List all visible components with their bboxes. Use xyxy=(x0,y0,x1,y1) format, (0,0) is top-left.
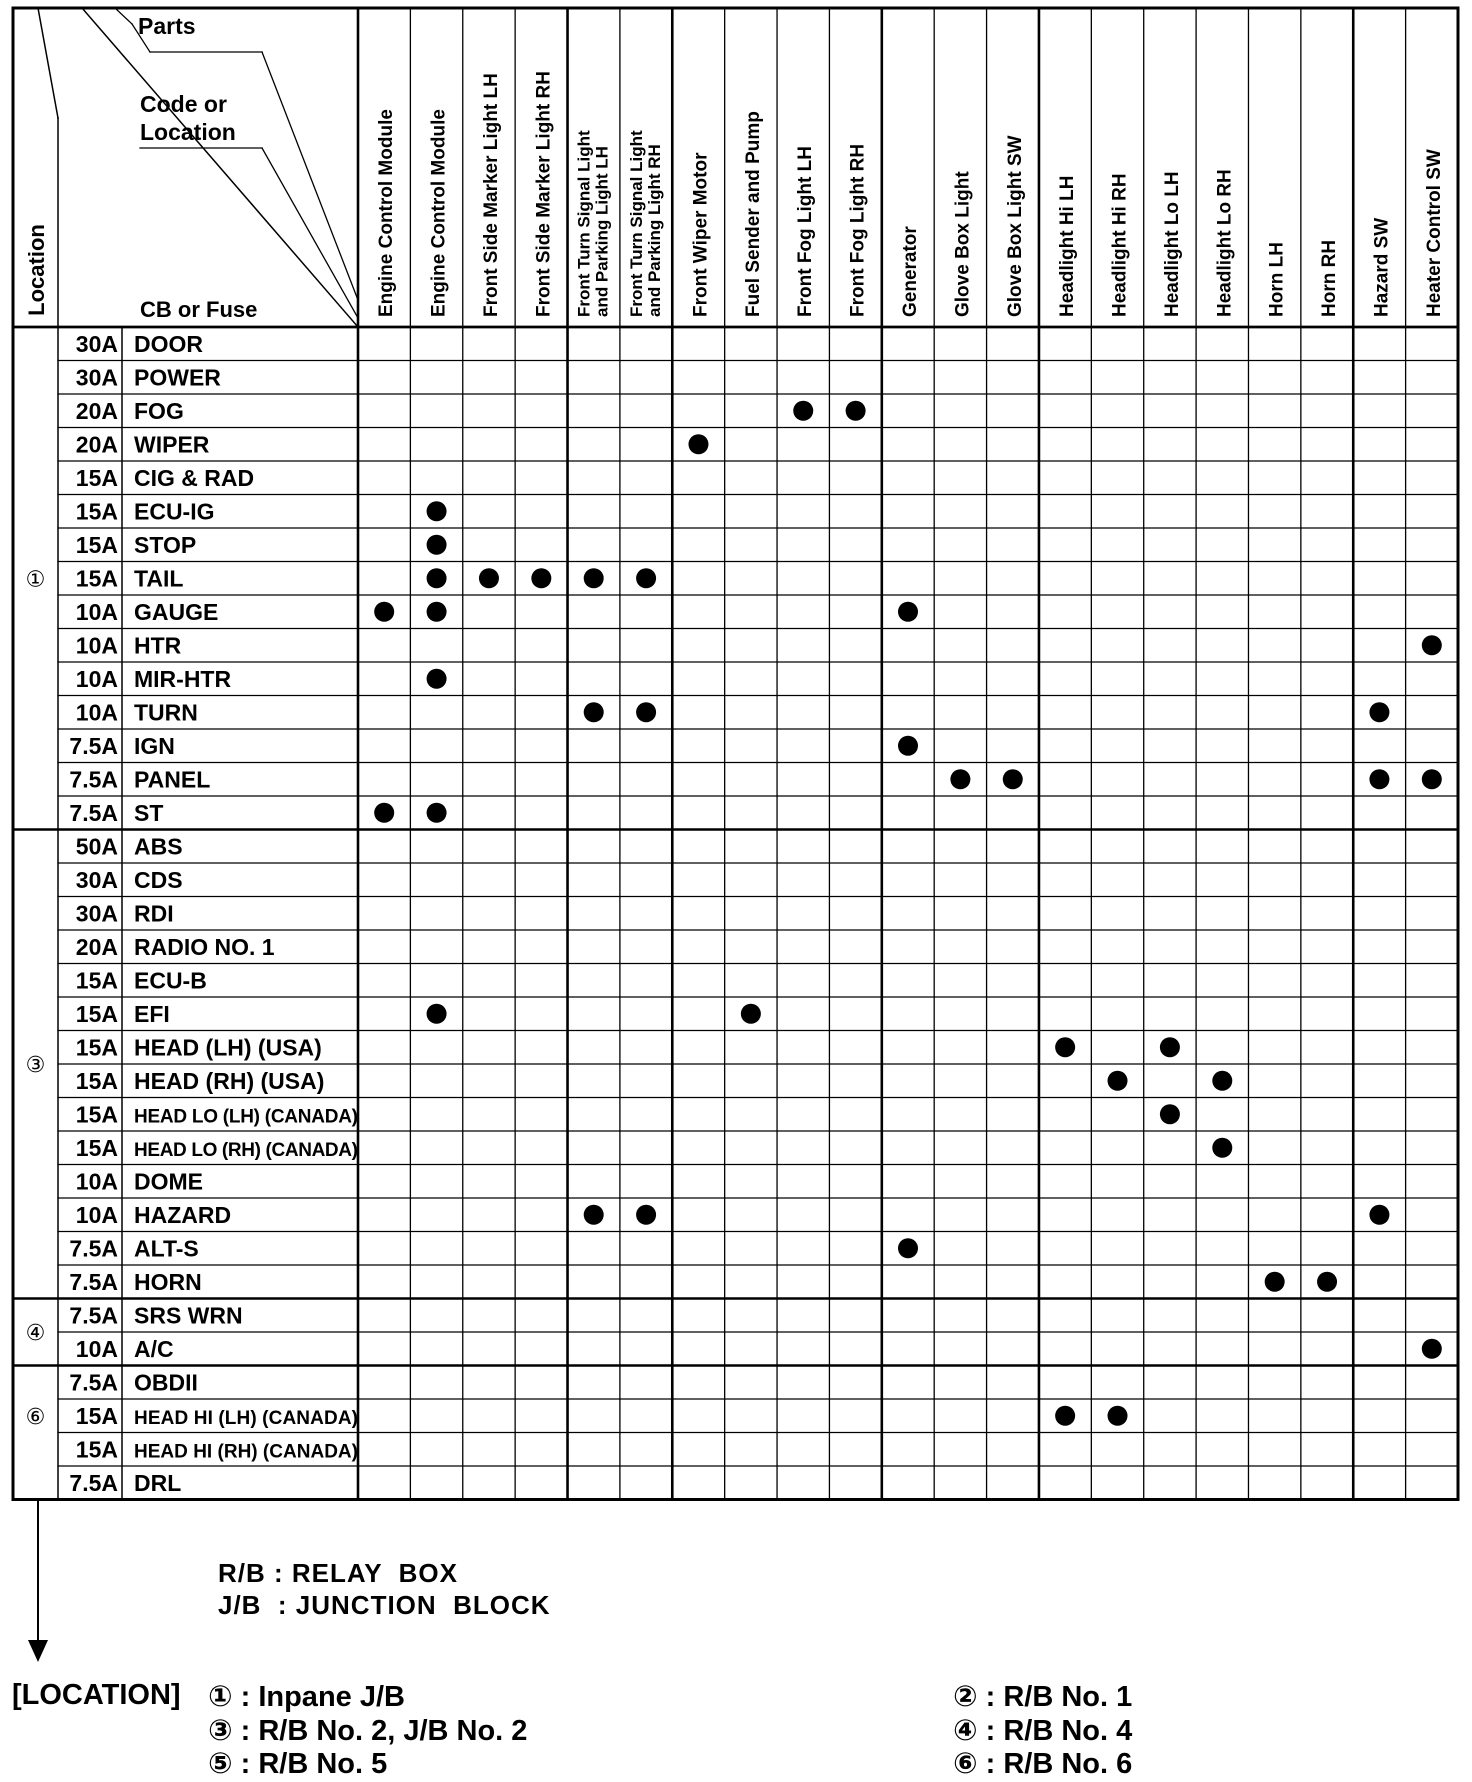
connection-dot xyxy=(1108,1071,1128,1091)
fuse-name: ABS xyxy=(134,833,183,860)
connection-dot xyxy=(1265,1272,1285,1292)
connection-dot xyxy=(427,602,447,622)
fuse-amperage: 15A xyxy=(75,532,118,558)
legend-relay-box: R/B : RELAY BOX xyxy=(218,1558,458,1588)
part-label: Heater Control SW xyxy=(1423,149,1445,317)
part-label: Front Wiper Motor xyxy=(690,152,712,317)
connection-dot xyxy=(1422,769,1442,789)
connection-dot xyxy=(1160,1037,1180,1057)
fuse-name: MIR-HTR xyxy=(134,666,232,692)
fuse-amperage: 20A xyxy=(75,431,118,458)
group-location-symbol: ④ xyxy=(25,1321,46,1346)
fuse-name: DRL xyxy=(134,1470,182,1496)
code-header-line2: Location xyxy=(140,119,236,145)
fuse-name: ALT-S xyxy=(134,1235,199,1262)
connection-dot xyxy=(1212,1071,1232,1091)
location-legend-3: ③ : R/B No. 2, J/B No. 2 xyxy=(208,1715,528,1747)
connection-dot xyxy=(1422,635,1442,655)
fuse-amperage: 10A xyxy=(75,632,118,659)
fuse-name: GAUGE xyxy=(134,599,219,625)
fuse-name: TAIL xyxy=(134,565,184,592)
part-label: Front Turn Signal Light xyxy=(574,130,594,317)
connection-dot xyxy=(950,769,970,789)
code-header-line1: Code or xyxy=(140,91,227,117)
fuse-amperage: 15A xyxy=(75,1001,118,1027)
fuse-name: ECU-IG xyxy=(134,498,215,525)
fuse-name: SRS WRN xyxy=(134,1302,243,1329)
fuse-amperage: 30A xyxy=(75,900,118,927)
fuse-amperage: 10A xyxy=(75,1336,118,1362)
header-diagonal xyxy=(115,8,132,24)
fuse-amperage: 15A xyxy=(75,565,118,592)
connection-dot xyxy=(374,803,394,823)
connection-dot xyxy=(1055,1406,1075,1426)
fuse-amperage: 15A xyxy=(75,465,118,491)
connection-dot xyxy=(1003,769,1023,789)
fuse-amperage: 15A xyxy=(75,1101,118,1128)
part-label: Front Side Marker Light RH xyxy=(533,71,555,317)
fuse-amperage: 7.5A xyxy=(69,1369,118,1396)
connection-dot xyxy=(584,702,604,722)
part-label: Horn RH xyxy=(1319,239,1341,317)
part-label: Headlight Hi LH xyxy=(1057,175,1079,317)
fuse-amperage: 7.5A xyxy=(69,733,118,759)
connection-dot xyxy=(636,568,656,588)
fuse-name: DOOR xyxy=(134,331,203,357)
location-legend-1: ① : Inpane J/B xyxy=(208,1681,405,1713)
cb-fuse-header: CB or Fuse xyxy=(140,297,258,322)
fuse-amperage: 7.5A xyxy=(69,800,118,826)
connection-dot xyxy=(1055,1037,1075,1057)
fuse-name: OBDII xyxy=(134,1369,198,1396)
fuse-name: WIPER xyxy=(134,431,210,458)
fuse-amperage: 20A xyxy=(75,934,118,960)
fuse-name: ST xyxy=(134,800,164,826)
part-label: Engine Control Module xyxy=(428,109,450,317)
part-label: Hazard SW xyxy=(1371,217,1393,317)
fuse-amperage: 30A xyxy=(75,364,118,391)
connection-dot xyxy=(531,568,551,588)
fuse-name: HEAD (RH) (USA) xyxy=(134,1068,325,1094)
header-diagonal xyxy=(82,8,358,327)
arrow-down-icon xyxy=(28,1640,48,1662)
fuse-amperage: 20A xyxy=(75,398,118,424)
fuse-name: ECU-B xyxy=(134,967,207,994)
fuse-name: IGN xyxy=(134,733,175,759)
part-label: Glove Box Light SW xyxy=(1004,135,1026,317)
part-label: Front Turn Signal Light xyxy=(627,130,647,317)
fuse-amperage: 7.5A xyxy=(69,1235,118,1262)
part-label: Generator xyxy=(900,226,921,317)
fuse-name: HEAD HI (RH) (CANADA) xyxy=(134,1441,358,1463)
connection-dot xyxy=(1160,1104,1180,1124)
part-label: Glove Box Light xyxy=(952,171,974,317)
part-label: and Parking Light LH xyxy=(592,146,612,317)
parts-header: Parts xyxy=(138,13,196,39)
location-legend-2: ② : R/B No. 1 xyxy=(953,1681,1133,1713)
fuse-amperage: 7.5A xyxy=(69,1269,118,1295)
part-label: Front Side Marker Light LH xyxy=(480,73,502,317)
fuse-name: PANEL xyxy=(134,766,211,793)
part-label: Headlight Hi RH xyxy=(1109,173,1131,317)
fuse-name: RADIO NO. 1 xyxy=(134,934,275,960)
fuse-amperage: 15A xyxy=(75,498,118,525)
fuse-amperage: 15A xyxy=(75,967,118,994)
fuse-name: RDI xyxy=(134,900,174,927)
connection-dot xyxy=(898,736,918,756)
fuse-name: HAZARD xyxy=(134,1202,232,1228)
fuse-amperage: 15A xyxy=(75,1403,118,1429)
fuse-amperage: 15A xyxy=(75,1436,118,1463)
location-arrow-line xyxy=(37,1500,39,1640)
connection-dot xyxy=(793,401,813,421)
connection-dot xyxy=(584,1205,604,1225)
connection-dot xyxy=(427,535,447,555)
fuse-name: HEAD HI (LH) (CANADA) xyxy=(134,1408,358,1429)
connection-dot xyxy=(898,602,918,622)
header-diagonal xyxy=(262,52,358,300)
fuse-amperage: 10A xyxy=(75,1168,118,1195)
connection-dot xyxy=(846,401,866,421)
connection-dot xyxy=(584,568,604,588)
connection-dot xyxy=(898,1238,918,1258)
location-legend-title: [LOCATION] xyxy=(12,1679,181,1711)
group-location-symbol: ① xyxy=(25,567,46,593)
location-legend-5: ⑤ : R/B No. 5 xyxy=(208,1748,388,1780)
fuse-name: HTR xyxy=(134,632,182,659)
part-label: Horn LH xyxy=(1266,242,1288,317)
fuse-name: HEAD LO (LH) (CANADA) xyxy=(134,1106,358,1128)
location-legend-4: ④ : R/B No. 4 xyxy=(953,1715,1133,1747)
part-label: Fuel Sender and Pump xyxy=(742,111,764,317)
part-label: Engine Control Module xyxy=(376,109,398,317)
fuse-name: FOG xyxy=(134,398,184,424)
fuse-amperage: 30A xyxy=(75,331,118,357)
fuse-amperage: 10A xyxy=(75,666,118,692)
connection-dot xyxy=(688,434,708,454)
connection-dot xyxy=(636,702,656,722)
connection-dot xyxy=(479,568,499,588)
connection-dot xyxy=(427,803,447,823)
legend-junction-block: J/B : JUNCTION BLOCK xyxy=(218,1590,551,1620)
fuse-amperage: 10A xyxy=(75,699,118,726)
fuse-name: A/C xyxy=(134,1336,174,1362)
connection-dot xyxy=(636,1205,656,1225)
connection-dot xyxy=(427,568,447,588)
fuse-amperage: 10A xyxy=(75,599,118,625)
connection-dot xyxy=(1317,1272,1337,1292)
connection-dot xyxy=(427,1004,447,1024)
part-label: and Parking Light RH xyxy=(645,144,665,317)
location-header: Location xyxy=(24,224,49,316)
fuse-name: TURN xyxy=(134,699,198,726)
group-location-symbol: ③ xyxy=(25,1053,46,1078)
part-label: Headlight Lo LH xyxy=(1161,171,1183,317)
fuse-name: POWER xyxy=(134,364,221,391)
connection-dot xyxy=(1369,702,1389,722)
part-label: Front Fog Light RH xyxy=(847,143,869,317)
fuse-amperage: 7.5A xyxy=(69,766,118,793)
fuse-name: CIG & RAD xyxy=(134,465,255,491)
connection-dot xyxy=(1369,769,1389,789)
connection-dot xyxy=(427,501,447,521)
fuse-amperage: 15A xyxy=(75,1034,118,1061)
connection-dot xyxy=(427,669,447,689)
connection-dot xyxy=(741,1004,761,1024)
location-legend-6: ⑥ : R/B No. 6 xyxy=(953,1748,1133,1780)
header-diagonal xyxy=(38,8,58,118)
part-label: Headlight Lo RH xyxy=(1214,169,1236,317)
fuse-amperage: 15A xyxy=(75,1135,118,1161)
fuse-name: HEAD (LH) (USA) xyxy=(134,1034,322,1061)
fuse-name: CDS xyxy=(134,867,183,893)
fuse-name: DOME xyxy=(134,1168,203,1195)
connection-dot xyxy=(1212,1138,1232,1158)
fuse-amperage: 7.5A xyxy=(69,1302,118,1329)
fuse-name: STOP xyxy=(134,532,197,558)
fuse-amperage: 30A xyxy=(75,867,118,893)
fuse-amperage: 15A xyxy=(75,1068,118,1094)
fuse-amperage: 10A xyxy=(75,1202,118,1228)
fuse-name: HEAD LO (RH) (CANADA) xyxy=(134,1140,358,1161)
connection-dot xyxy=(374,602,394,622)
fuse-amperage: 50A xyxy=(75,833,118,860)
part-label: Front Fog Light LH xyxy=(795,146,817,317)
table-border xyxy=(13,8,1458,1500)
connection-dot xyxy=(1108,1406,1128,1426)
connection-dot xyxy=(1422,1339,1442,1359)
fuse-name: EFI xyxy=(134,1001,170,1027)
fuse-name: HORN xyxy=(134,1269,202,1295)
group-location-symbol: ⑥ xyxy=(25,1404,46,1430)
fuse-amperage: 7.5A xyxy=(69,1470,118,1496)
connection-dot xyxy=(1369,1205,1389,1225)
